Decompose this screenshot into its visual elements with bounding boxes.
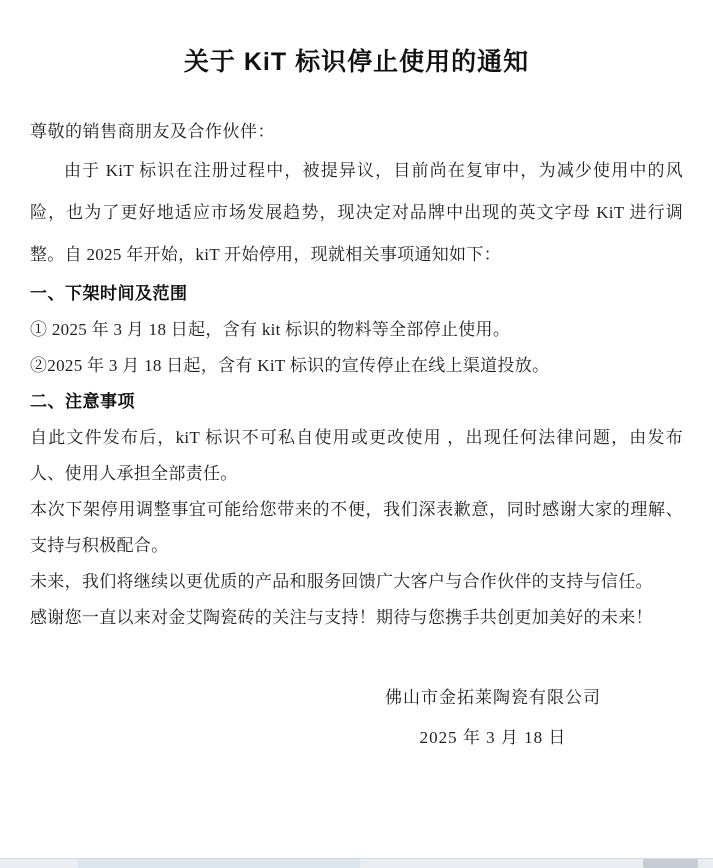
- horizontal-scrollbar[interactable]: [0, 858, 713, 868]
- section-2-paragraph: 本次下架停用调整事宜可能给您带来的不便，我们深表歉意，同时感谢大家的理解、支持与积极配合。: [30, 500, 683, 555]
- section-1-heading: 一、下架时间及范围: [30, 284, 188, 303]
- section-1-item: ②2025 年 3 月 18 日起，含有 KiT 标识的宣传停止在线上渠道投放。: [30, 356, 550, 375]
- signature-company: 佛山市金拓莱陶瓷有限公司: [385, 688, 601, 707]
- section-2-paragraph: 未来，我们将继续以更优质的产品和服务回馈广大客户与合作伙伴的支持与信任。: [30, 572, 653, 591]
- salutation: 尊敬的销售商朋友及合作伙伴：: [30, 122, 275, 141]
- intro-paragraph: 由于 KiT 标识在注册过程中，被提异议，目前尚在复审中，为减少使用中的风险，也为了更好地适应市场发展趋势，现决定对品牌中出现的英文字母 KiT 进行调整。自 2025 年开始，kiT 开始停用，现就相关事项通知如下：: [30, 161, 683, 264]
- section-2-paragraph: 自此文件发布后，kiT 标识不可私自使用或更改使用 ，出现任何法律问题，由发布人、使用人承担全部责任。: [30, 428, 683, 483]
- scrollbar-thumb[interactable]: [643, 859, 698, 868]
- section-2-heading: 二、注意事项: [30, 392, 135, 411]
- signature-date: 2025 年 3 月 18 日: [419, 728, 567, 747]
- signature-block: [358, 678, 628, 758]
- scrollbar-track-tint: [78, 859, 360, 868]
- page-title: 关于 KiT 标识停止使用的通知: [183, 48, 530, 76]
- section-2-paragraph: 感谢您一直以来对金艾陶瓷砖的关注与支持！期待与您携手共创更加美好的未来！: [30, 608, 653, 627]
- section-1-item: ① 2025 年 3 月 18 日起，含有 kit 标识的物料等全部停止使用。: [30, 320, 511, 339]
